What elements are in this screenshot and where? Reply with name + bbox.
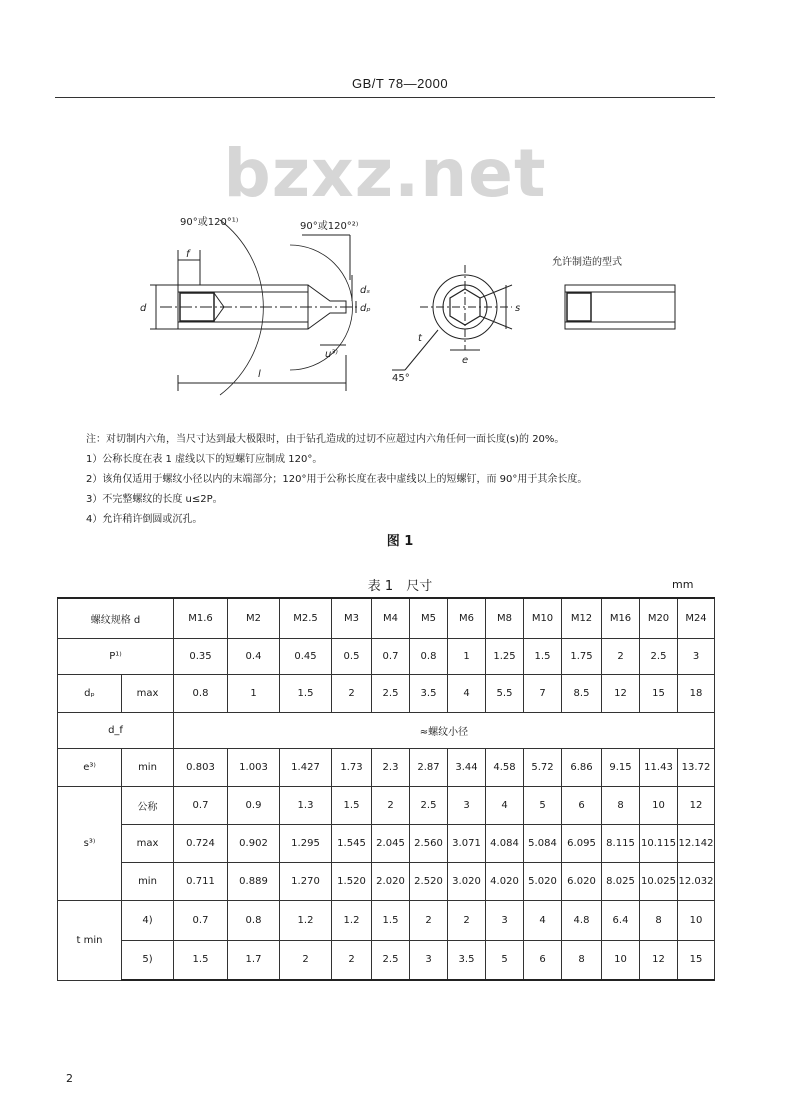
dp-label: dₚ	[58, 674, 122, 712]
s-nom-cell: 6	[562, 786, 602, 824]
s-nom-cell: 10	[640, 786, 678, 824]
table-row	[58, 712, 715, 748]
df-label: d_f	[58, 712, 174, 748]
table-row	[58, 862, 715, 900]
label-d: d	[140, 303, 147, 314]
header-rule	[55, 97, 715, 98]
table-title: 表 1 尺寸	[367, 579, 433, 594]
footnote-1: 1）公称长度在表 1 虚线以下的短螺钉应制成 120°。	[86, 454, 323, 465]
t5-cell: 10	[602, 940, 640, 980]
dp-cell: 2	[332, 674, 372, 712]
t5-cell: 1.7	[228, 940, 280, 980]
size-cell: M2	[228, 598, 280, 638]
s-min-cell: 8.025	[602, 862, 640, 900]
t5-label: 5)	[122, 940, 174, 980]
t4-cell: 0.8	[228, 900, 280, 940]
s-nom-cell: 2.5	[410, 786, 448, 824]
p-label: P¹⁾	[58, 638, 174, 674]
note-main: 注：对切制内六角，当尺寸达到最大极限时，由于钻孔造成的过切不应超过内六角任何一面长度(s)的 20%。	[86, 434, 565, 445]
footnote-2: 2）该角仅适用于螺纹小径以内的末端部分；120°用于公称长度在表中虚线以上的短螺钉，而 90°用于其余长度。	[86, 474, 588, 485]
t4-cell: 6.4	[602, 900, 640, 940]
footnote-4: 4）允许稍许倒圆或沉孔。	[86, 514, 203, 525]
e-cell: 2.87	[410, 748, 448, 786]
dp-cell: 18	[678, 674, 715, 712]
t4-cell: 4.8	[562, 900, 602, 940]
table-row	[58, 598, 715, 638]
p-cell: 0.5	[332, 638, 372, 674]
size-cell: M24	[678, 598, 715, 638]
t5-cell: 2	[280, 940, 332, 980]
s-min-cell: 10.025	[640, 862, 678, 900]
e-cell: 3.44	[448, 748, 486, 786]
size-cell: M5	[410, 598, 448, 638]
table-row	[58, 940, 715, 980]
s-nom-cell: 8	[602, 786, 640, 824]
header-label: 螺纹规格 d	[58, 598, 174, 638]
e-cell: 13.72	[678, 748, 715, 786]
t4-cell: 0.7	[174, 900, 228, 940]
size-cell: M6	[448, 598, 486, 638]
s-max-cell: 0.902	[228, 824, 280, 862]
table-unit: mm	[672, 578, 694, 591]
s-min-cell: 0.711	[174, 862, 228, 900]
s-nom-cell: 1.3	[280, 786, 332, 824]
size-cell: M10	[524, 598, 562, 638]
s-max-cell: 0.724	[174, 824, 228, 862]
t4-cell: 2	[410, 900, 448, 940]
e-label: e³⁾	[58, 748, 122, 786]
s-nom-cell: 12	[678, 786, 715, 824]
alternative-form-label: 允许制造的型式	[552, 257, 622, 268]
table-row	[58, 900, 715, 940]
label-45: 45°	[392, 373, 410, 384]
s-max-cell: 5.084	[524, 824, 562, 862]
dp-cell: 1	[228, 674, 280, 712]
t5-cell: 3.5	[448, 940, 486, 980]
t5-cell: 1.5	[174, 940, 228, 980]
dp-cell: 5.5	[486, 674, 524, 712]
dp-cell: 4	[448, 674, 486, 712]
size-cell: M20	[640, 598, 678, 638]
label-l: l	[258, 369, 261, 380]
s-max-cell: 4.084	[486, 824, 524, 862]
size-cell: M16	[602, 598, 640, 638]
angle-label-left: 90°或120°¹⁾	[180, 217, 239, 228]
t4-cell: 1.2	[280, 900, 332, 940]
label-e: e	[462, 355, 469, 366]
s-nom-cell: 4	[486, 786, 524, 824]
dp-cell: 15	[640, 674, 678, 712]
watermark: bzxz.net	[223, 135, 547, 212]
label-s: s	[515, 303, 521, 314]
page-header: GB/T 78—2000	[351, 76, 449, 91]
e-cell: 11.43	[640, 748, 678, 786]
s-min-cell: 1.520	[332, 862, 372, 900]
label-u: u³⁾	[325, 349, 338, 360]
p-cell: 2	[602, 638, 640, 674]
e-cell: 0.803	[174, 748, 228, 786]
t5-cell: 3	[410, 940, 448, 980]
t4-cell: 8	[640, 900, 678, 940]
s-max-cell: 1.295	[280, 824, 332, 862]
s-nom-cell: 0.7	[174, 786, 228, 824]
e-cell: 9.15	[602, 748, 640, 786]
angle-label-right: 90°或120°²⁾	[300, 221, 359, 232]
s-min-cell: 4.020	[486, 862, 524, 900]
table-row	[58, 638, 715, 674]
table-row	[58, 786, 715, 824]
dp-cell: 0.8	[174, 674, 228, 712]
s-min-cell: 0.889	[228, 862, 280, 900]
s-max-cell: 2.045	[372, 824, 410, 862]
s-min-cell: 6.020	[562, 862, 602, 900]
size-cell: M8	[486, 598, 524, 638]
dp-cell: 3.5	[410, 674, 448, 712]
e-cell: 5.72	[524, 748, 562, 786]
dp-cell: 1.5	[280, 674, 332, 712]
s-min-cell: 12.032	[678, 862, 715, 900]
label-t: t	[418, 333, 422, 344]
s-min-cell: 2.520	[410, 862, 448, 900]
s-nom-cell: 2	[372, 786, 410, 824]
s-max-cell: 12.142	[678, 824, 715, 862]
t5-cell: 15	[678, 940, 715, 980]
s-nom-cell: 5	[524, 786, 562, 824]
e-cell: 1.003	[228, 748, 280, 786]
p-cell: 2.5	[640, 638, 678, 674]
dp-cell: 12	[602, 674, 640, 712]
s-max-cell: 8.115	[602, 824, 640, 862]
t-label: t min	[58, 900, 122, 980]
dp-cell: 8.5	[562, 674, 602, 712]
t5-cell: 2.5	[372, 940, 410, 980]
s-nom-cell: 3	[448, 786, 486, 824]
p-cell: 1.25	[486, 638, 524, 674]
s-max-cell: 1.545	[332, 824, 372, 862]
size-cell: M1.6	[174, 598, 228, 638]
df-value: ≈螺纹小径	[174, 712, 715, 748]
page-number: 2	[66, 1072, 73, 1085]
size-cell: M12	[562, 598, 602, 638]
t5-cell: 12	[640, 940, 678, 980]
p-cell: 0.8	[410, 638, 448, 674]
s-nom-cell: 0.9	[228, 786, 280, 824]
p-cell: 0.35	[174, 638, 228, 674]
p-cell: 1	[448, 638, 486, 674]
t5-cell: 8	[562, 940, 602, 980]
s-max-label: max	[122, 824, 174, 862]
e-cell: 1.427	[280, 748, 332, 786]
t4-cell: 2	[448, 900, 486, 940]
p-cell: 0.4	[228, 638, 280, 674]
t4-cell: 1.5	[372, 900, 410, 940]
label-dp: dₚ	[360, 303, 371, 314]
p-cell: 0.7	[372, 638, 410, 674]
footnote-3: 3）不完整螺纹的长度 u≤2P。	[86, 494, 223, 505]
s-max-cell: 6.095	[562, 824, 602, 862]
s-max-cell: 10.115	[640, 824, 678, 862]
t4-label: 4)	[122, 900, 174, 940]
dimensions-table	[57, 597, 715, 981]
dp-cell: 2.5	[372, 674, 410, 712]
e-cell: 1.73	[332, 748, 372, 786]
t5-cell: 2	[332, 940, 372, 980]
t4-cell: 1.2	[332, 900, 372, 940]
e-cell: 2.3	[372, 748, 410, 786]
dp-sub: max	[122, 674, 174, 712]
s-min-cell: 1.270	[280, 862, 332, 900]
size-cell: M3	[332, 598, 372, 638]
notes	[86, 430, 726, 530]
table-row	[58, 748, 715, 786]
s-min-label: min	[122, 862, 174, 900]
t5-cell: 6	[524, 940, 562, 980]
label-f: f	[186, 249, 190, 260]
e-sub: min	[122, 748, 174, 786]
p-cell: 1.5	[524, 638, 562, 674]
dp-cell: 7	[524, 674, 562, 712]
p-cell: 3	[678, 638, 715, 674]
s-nom-label: 公称	[122, 786, 174, 824]
figure-title: 图 1	[386, 534, 414, 549]
t4-cell: 10	[678, 900, 715, 940]
s-min-cell: 2.020	[372, 862, 410, 900]
s-nom-cell: 1.5	[332, 786, 372, 824]
table-row	[58, 674, 715, 712]
s-min-cell: 3.020	[448, 862, 486, 900]
table-row	[58, 824, 715, 862]
size-cell: M4	[372, 598, 410, 638]
size-cell: M2.5	[280, 598, 332, 638]
s-label: s³⁾	[58, 786, 122, 900]
s-max-cell: 3.071	[448, 824, 486, 862]
p-cell: 1.75	[562, 638, 602, 674]
t4-cell: 3	[486, 900, 524, 940]
t4-cell: 4	[524, 900, 562, 940]
s-max-cell: 2.560	[410, 824, 448, 862]
e-cell: 4.58	[486, 748, 524, 786]
e-cell: 6.86	[562, 748, 602, 786]
set-screw-drawing	[120, 205, 680, 415]
label-ds: dₛ	[360, 285, 371, 296]
p-cell: 0.45	[280, 638, 332, 674]
s-min-cell: 5.020	[524, 862, 562, 900]
t5-cell: 5	[486, 940, 524, 980]
